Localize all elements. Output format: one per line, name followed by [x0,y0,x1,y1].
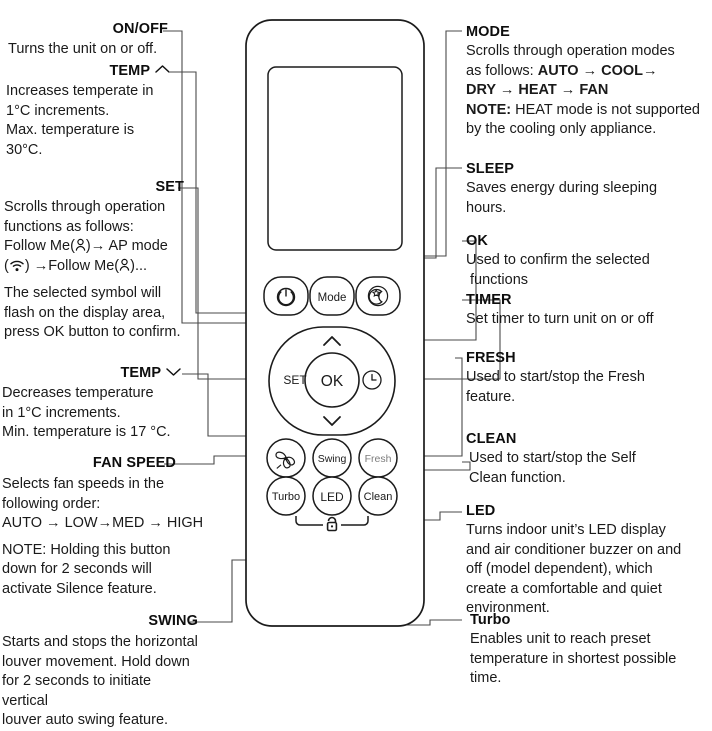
callout-turbo-line1: Enables unit to reach preset [470,631,651,647]
callout-mode-line1: Scrolls through operation modes [466,43,675,59]
callout-timer-line1: Set timer to turn unit on or off [466,311,654,327]
callout-temp-down [2,364,182,443]
callout-temp-up-line4: 30°C. [6,141,43,158]
callout-set [4,178,184,343]
svg-text:Mode: Mode [317,292,347,304]
callout-swing-line3: for 2 seconds to initiate vertical [2,673,152,709]
callout-temp-up-line1: Increases temperate in [6,83,154,99]
callout-swing-line2: louver movement. Hold down [2,653,190,670]
callout-led-line1: Turns indoor unit’s LED display [466,522,666,538]
callout-sleep-line1: Saves energy during sleeping [466,180,658,196]
callout-led [466,502,708,619]
callout-swing-line4: louver auto swing feature. [2,712,169,728]
callout-ok-line1: Used to confirm the selected [466,252,650,268]
callout-onoff-heading: ON/OFF [112,21,168,37]
callout-set-line3 [4,237,184,257]
callout-fan-speed-line3: AUTO → LOW→MED → HIGH [2,515,204,531]
callout-temp-down-line1: Decreases temperature [2,385,154,401]
callout-onoff [8,20,168,60]
svg-text:Fresh: Fresh [364,453,392,465]
callout-temp-up-heading-text: TEMP [109,63,150,79]
callout-led-heading: LED [466,503,496,519]
chevron-up-icon [154,64,171,75]
callout-temp-up-line2: 1°C increments. [6,102,110,119]
callout-mode-line4 [466,101,710,121]
callout-fan-speed-heading: FAN SPEED [92,455,176,471]
callout-mode-line2-b: AUTO → COOL→ [537,62,658,79]
callout-mode [466,23,710,140]
callout-temp-down-heading-text: TEMP [120,365,161,381]
svg-text:Swing: Swing [317,453,347,465]
callout-onoff-body: Turns the unit on or off. [8,41,158,57]
chevron-down-icon [165,366,182,377]
lcd-display [268,67,402,250]
callout-set-line3-a: Follow Me( [4,238,75,254]
callout-ok [466,232,706,290]
svg-text:LED: LED [320,490,344,504]
callout-set-line2: functions as follows: [4,218,134,235]
callout-mode-line5: by the cooling only appliance. [466,121,657,137]
callout-temp-down-heading [2,364,182,382]
callout-temp-up-heading [6,62,171,80]
callout-ok-line2: functions [470,271,529,288]
callout-swing-line1: Starts and stops the horizontal [2,634,198,650]
callout-set-heading: SET [155,179,184,195]
callout-fan-speed-line1: Selects fan speeds in the [2,476,165,492]
callout-set-line7: press OK button to confirm. [4,324,181,340]
callout-turbo-heading: Turbo [470,612,511,628]
callout-clean-line1: Used to start/stop the Self [469,450,636,466]
callout-set-line4-a: ( [4,257,9,274]
callout-set-line1: Scrolls through operation [4,199,166,215]
callout-temp-up [6,62,171,160]
remote-body [246,20,424,626]
callout-timer-heading: TIMER [466,292,512,308]
callout-fresh [466,349,706,407]
callout-sleep-line2: hours. [466,199,507,216]
callout-mode-line4-b: HEAT mode is not supported [511,101,700,118]
svg-text:SET: SET [283,373,307,387]
callout-fan-speed [2,454,204,599]
callout-fresh-line2: feature. [466,388,516,405]
callout-set-line4-c: )... [130,257,148,274]
callout-fan-speed-line2: following order: [2,495,101,512]
callout-ok-heading: OK [466,233,488,249]
spacer [2,534,176,541]
callout-clean-line2: Clean function. [469,469,566,486]
callout-fresh-heading: FRESH [466,350,516,366]
spacer [4,276,184,284]
callout-mode-line2-a: as follows: [466,62,534,79]
callout-led-line5: environment. [466,600,550,616]
callout-set-line4 [4,257,184,277]
callout-sleep [466,160,706,218]
callout-mode-heading: MODE [466,24,510,40]
callout-clean-heading: CLEAN [466,431,517,447]
callout-set-line4-b: ) →Follow Me( [24,257,120,274]
callout-turbo [470,611,710,689]
svg-text:Turbo: Turbo [271,491,301,503]
svg-text:OK: OK [320,373,344,390]
callout-sleep-heading: SLEEP [466,161,515,177]
callout-temp-down-line3: Min. temperature is 17 °C. [2,424,171,440]
svg-text:Clean: Clean [363,491,393,503]
callout-fan-speed-line4: NOTE: Holding this button [2,541,171,558]
callout-temp-down-line2: in 1°C increments. [2,404,121,421]
callout-temp-up-line3: Max. temperature is [6,122,135,138]
callout-timer [466,291,710,330]
callout-led-line4: create a comfortable and quiet [466,580,662,597]
callout-swing-heading: SWING [148,613,198,629]
callout-fresh-line1: Used to start/stop the Fresh [466,369,645,385]
callout-led-line2: and air conditioner buzzer on and [466,541,682,558]
callout-turbo-line3: time. [470,670,502,686]
callout-fan-speed-line5: down for 2 seconds will [2,561,152,577]
person-icon [119,258,130,272]
callout-clean [466,430,706,488]
callout-fan-speed-line6: activate Silence feature. [2,580,157,597]
callout-mode-line3: DRY → HEAT → FAN [466,82,609,98]
callout-led-line3: off (model dependent), which [466,561,653,577]
callout-set-line6: flash on the display area, [4,304,166,321]
callout-mode-line4-a: NOTE: [466,101,512,118]
person-icon [75,238,86,252]
callout-mode-line2 [466,62,710,82]
callout-set-line5: The selected symbol will [4,285,162,301]
callout-swing [2,612,198,731]
callout-set-line3-b: )→ AP mode [85,238,168,254]
wifi-icon [9,259,25,272]
callout-turbo-line2: temperature in shortest possible [470,650,677,667]
